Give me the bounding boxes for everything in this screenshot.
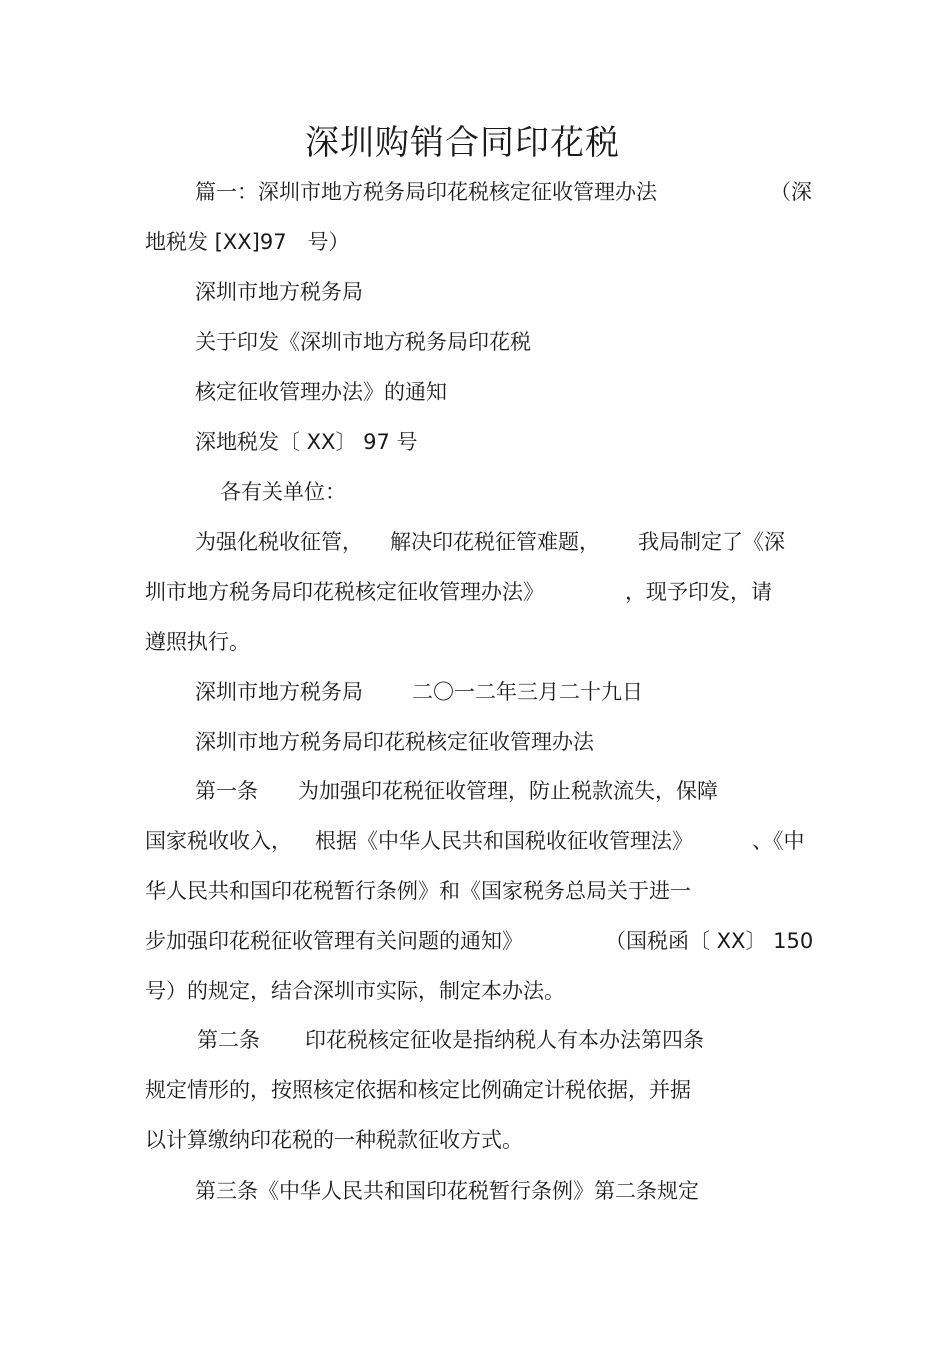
text-line: 各有关单位： <box>220 480 346 504</box>
text-line: 关于印发《深圳市地方税务局印花税 <box>195 330 531 354</box>
text-line <box>305 1025 704 1055</box>
text-line <box>195 527 363 557</box>
text-line: 以计算缴纳印花税的一种税款征收方式。 <box>145 1128 523 1152</box>
line-segment: 圳市地方税务局印花税核定征收管理办法》 <box>145 580 544 604</box>
text-line <box>298 776 718 806</box>
text-line <box>638 527 785 557</box>
line-segment: 国家税收收入， <box>145 829 292 853</box>
line-segment: 根据《中华人民共和国税收征收管理法》 <box>315 829 693 853</box>
line-segment: 深圳市地方税务局 <box>195 680 363 704</box>
line-segment: 第一条 <box>195 779 258 803</box>
text-line <box>197 1025 260 1055</box>
text-line: 规定情形的，按照核定依据和核定比例确定计税依据，并据 <box>145 1078 691 1102</box>
line-segment: 篇一：深圳市地方税务局印花税核定征收管理办法 <box>195 180 657 204</box>
text-line <box>752 826 805 856</box>
text-line <box>195 677 363 707</box>
text-line: 号）的规定，结合深圳市实际，制定本办法。 <box>145 979 565 1003</box>
text-line <box>195 177 657 207</box>
document-title: 深圳购销合同印花税 <box>305 123 620 163</box>
text-line: 深圳市地方税务局印花税核定征收管理办法 <box>195 730 594 754</box>
line-segment: （深 <box>770 180 812 204</box>
text-line: 深地税发〔 XX〕 97 号 <box>195 430 418 454</box>
line-segment: 印花税核定征收是指纳税人有本办法第四条 <box>305 1028 704 1052</box>
text-line <box>390 527 600 557</box>
text-line <box>770 177 812 207</box>
text-line <box>195 776 258 806</box>
line-segment: 步加强印花税征收管理有关问题的通知》 <box>145 929 523 953</box>
text-line: 遵照执行。 <box>145 630 250 654</box>
text-line: 第三条《中华人民共和国印花税暂行条例》第二条规定 <box>195 1179 699 1203</box>
text-line: 深圳市地方税务局 <box>195 280 363 304</box>
text-line <box>315 826 693 856</box>
line-segment: ，现予印发，请 <box>625 580 772 604</box>
text-line <box>145 826 292 856</box>
line-segment: 我局制定了《深 <box>638 530 785 554</box>
line-segment: 解决印花税征管难题， <box>390 530 600 554</box>
text-line: 核定征收管理办法》的通知 <box>195 380 447 404</box>
text-line <box>412 677 643 707</box>
text-line: 华人民共和国印花税暂行条例》和《国家税务总局关于进一 <box>145 879 691 903</box>
line-segment: 、《中 <box>752 829 805 853</box>
line-segment: 二〇一二年三月二十九日 <box>412 680 643 704</box>
text-line: 地税发 [XX]97 号） <box>145 230 350 254</box>
text-line <box>625 577 772 607</box>
line-segment: 为加强印花税征收管理，防止税款流失，保障 <box>298 779 718 803</box>
line-segment: 第二条 <box>197 1028 260 1052</box>
line-segment: 为强化税收征管， <box>195 530 363 554</box>
text-line <box>605 926 813 956</box>
line-segment: （国税函〔 XX〕 150 <box>605 929 814 953</box>
text-line <box>145 577 544 607</box>
text-line <box>145 926 523 956</box>
